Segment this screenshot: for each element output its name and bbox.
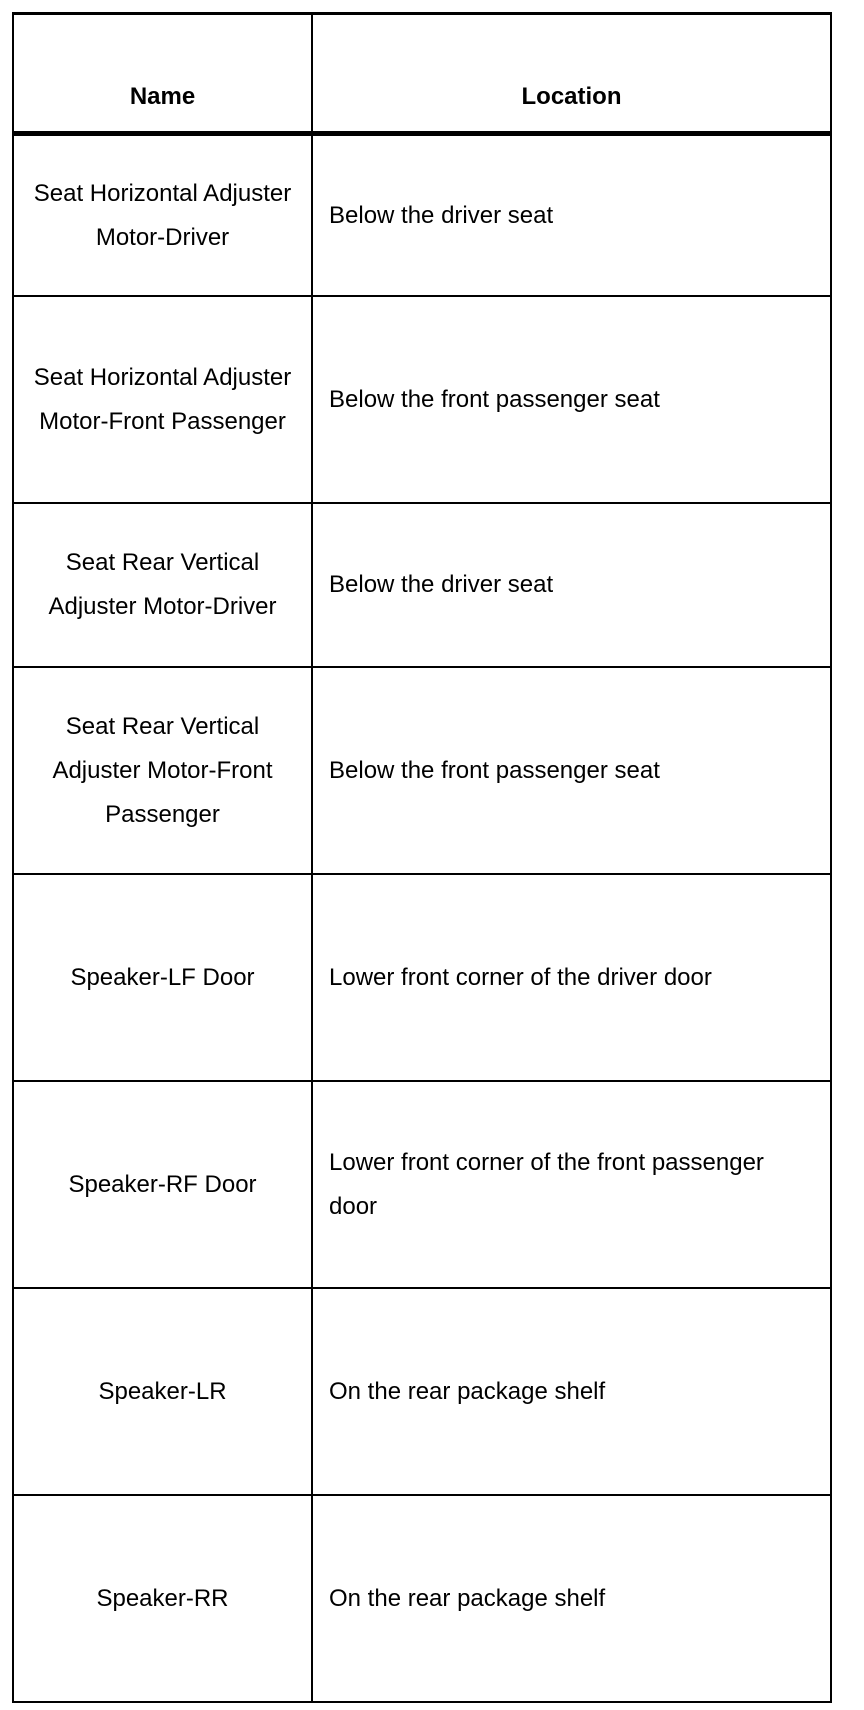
component-location: Below the front passenger seat xyxy=(312,296,831,503)
header-name: Name xyxy=(13,14,312,134)
component-location: Below the driver seat xyxy=(312,134,831,297)
component-location: Below the front passenger seat xyxy=(312,667,831,874)
table-row xyxy=(13,503,831,667)
table-row xyxy=(13,1495,831,1702)
component-location: Below the driver seat xyxy=(312,503,831,667)
component-location-table xyxy=(12,12,832,1703)
component-location: On the rear package shelf xyxy=(312,1288,831,1495)
table-row xyxy=(13,667,831,874)
table-row xyxy=(13,874,831,1081)
table-row xyxy=(13,134,831,297)
component-name: Speaker-LR xyxy=(13,1288,312,1495)
table-row xyxy=(13,1288,831,1495)
component-name: Speaker-RF Door xyxy=(13,1081,312,1288)
component-name: Seat Horizontal Adjuster Motor-Driver xyxy=(13,134,312,297)
header-location: Location xyxy=(312,14,831,134)
component-location: Lower front corner of the front passenger door xyxy=(312,1081,831,1288)
component-location: On the rear package shelf xyxy=(312,1495,831,1702)
component-location: Lower front corner of the driver door xyxy=(312,874,831,1081)
table-row xyxy=(13,1081,831,1288)
table-body xyxy=(13,134,831,1703)
component-name: Seat Horizontal Adjuster Motor-Front Passenger xyxy=(13,296,312,503)
component-name: Seat Rear Vertical Adjuster Motor-Driver xyxy=(13,503,312,667)
table-row xyxy=(13,296,831,503)
component-name: Speaker-RR xyxy=(13,1495,312,1702)
table-header xyxy=(13,14,831,134)
component-name: Speaker-LF Door xyxy=(13,874,312,1081)
component-name: Seat Rear Vertical Adjuster Motor-Front Passenger xyxy=(13,667,312,874)
header-row xyxy=(13,14,831,134)
